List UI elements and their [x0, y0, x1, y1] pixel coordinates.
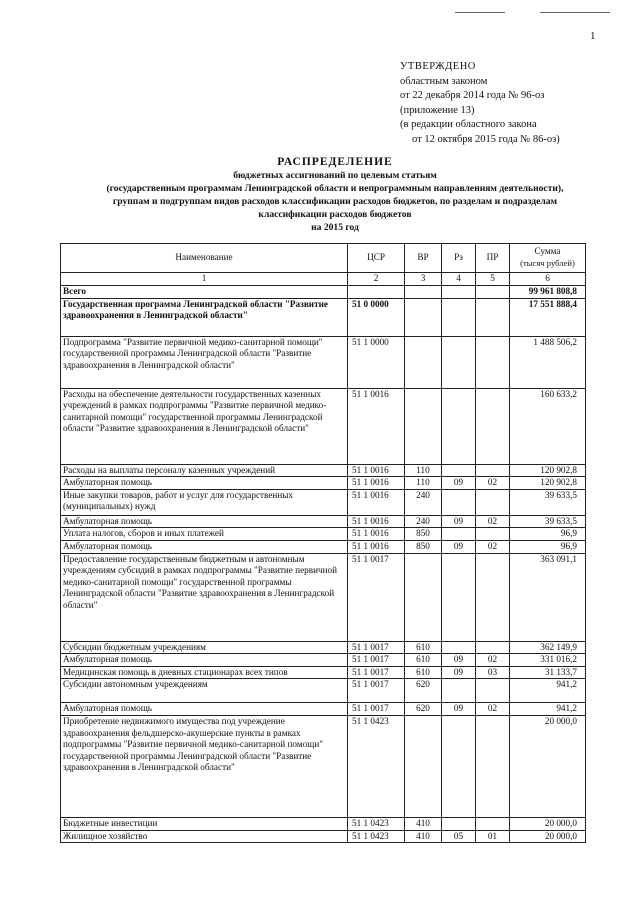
cell-rz: 09	[442, 477, 476, 490]
cell-vr: 410	[405, 817, 442, 830]
table-row	[61, 336, 586, 388]
cell-pr	[476, 298, 510, 336]
table-header-row	[61, 244, 586, 273]
cell-rz	[442, 298, 476, 336]
cell-sum: 362 149,9	[510, 641, 586, 654]
cell-pr	[476, 286, 510, 299]
cell-csr: 51 1 0017	[348, 703, 405, 716]
header-pr: ПР	[476, 244, 510, 273]
cell-csr: 51 1 0423	[348, 830, 405, 843]
header-sum	[510, 244, 586, 273]
cell-csr: 51 1 0016	[348, 464, 405, 477]
cell-vr: 610	[405, 654, 442, 667]
title-line: группам и подгруппам видов расходов классификации расходов бюджетов, по разделам и подразделам	[112, 196, 558, 207]
cell-pr	[476, 679, 510, 703]
document-title	[30, 156, 640, 234]
approval-line: областным законом	[400, 75, 488, 87]
cell-name: Амбулаторная помощь	[61, 477, 348, 490]
column-number: 1	[61, 273, 348, 286]
table-row	[61, 298, 586, 336]
cell-vr: 620	[405, 703, 442, 716]
cell-name: Расходы на выплаты персоналу казенных учреждений	[61, 464, 348, 477]
cell-pr	[476, 464, 510, 477]
cell-pr	[476, 715, 510, 817]
approval-line: (в редакции областного закона	[400, 119, 537, 130]
cell-rz: 09	[442, 654, 476, 667]
cell-pr	[476, 388, 510, 464]
cell-csr: 51 1 0423	[348, 817, 405, 830]
cell-csr: 51 1 0000	[348, 336, 405, 388]
table-row	[61, 703, 586, 716]
title-line: классификации расходов бюджетов	[258, 209, 412, 220]
cell-pr: 01	[476, 830, 510, 843]
cell-sum: 120 902,8	[510, 477, 586, 490]
cell-name: Уплата налогов, сборов и иных платежей	[61, 528, 348, 541]
cell-name: Подпрограмма "Развитие первичной медико-санитарной помощи" государственной программы Ленинградской области "Развитие здравоохранения в Ленинградской области"	[61, 336, 348, 388]
cell-sum: 1 488 506,2	[510, 336, 586, 388]
cell-rz	[442, 528, 476, 541]
column-number: 2	[348, 273, 405, 286]
table-row	[61, 540, 586, 553]
cell-vr	[405, 336, 442, 388]
cell-rz	[442, 817, 476, 830]
cell-sum: 17 551 888,4	[510, 298, 586, 336]
approval-stamp	[400, 60, 560, 147]
table-row	[61, 654, 586, 667]
cell-csr: 51 1 0016	[348, 540, 405, 553]
cell-sum: 941,2	[510, 679, 586, 703]
cell-name: Приобретение недвижимого имущества под учреждение здравоохранения фельдшерско-акушерские пункты в рамках подпрограммы "Развитие первичной медико-санитарной помощи" государственной программы Ленинградской области "Развитие здравоохранения в Ленинградской области"	[61, 715, 348, 817]
cell-csr: 51 1 0017	[348, 553, 405, 641]
table-row	[61, 489, 586, 515]
cell-sum: 160 633,2	[510, 388, 586, 464]
cell-vr: 110	[405, 477, 442, 490]
cell-pr	[476, 336, 510, 388]
approval-head: УТВЕРЖДЕНО	[400, 61, 476, 72]
cell-rz	[442, 679, 476, 703]
scan-artifact-line	[455, 12, 505, 13]
cell-rz: 09	[442, 515, 476, 528]
cell-pr	[476, 641, 510, 654]
cell-rz	[442, 464, 476, 477]
cell-name: Жилищное хозяйство	[61, 830, 348, 843]
table-row	[61, 553, 586, 641]
cell-vr: 610	[405, 641, 442, 654]
cell-csr: 51 1 0017	[348, 641, 405, 654]
cell-name: Амбулаторная помощь	[61, 703, 348, 716]
cell-sum: 99 961 808,8	[510, 286, 586, 299]
budget-table	[60, 243, 586, 843]
title-line: на 2015 год	[311, 222, 359, 233]
cell-name: Всего	[61, 286, 348, 299]
cell-pr: 02	[476, 515, 510, 528]
cell-sum: 31 133,7	[510, 666, 586, 679]
cell-vr	[405, 298, 442, 336]
cell-sum: 20 000,0	[510, 817, 586, 830]
cell-vr: 620	[405, 679, 442, 703]
cell-vr	[405, 553, 442, 641]
header-name: Наименование	[61, 244, 348, 273]
cell-name: Амбулаторная помощь	[61, 540, 348, 553]
cell-pr: 02	[476, 703, 510, 716]
cell-pr	[476, 528, 510, 541]
cell-rz	[442, 388, 476, 464]
cell-csr: 51 1 0423	[348, 715, 405, 817]
approval-line: от 12 октября 2015 года № 86-оз)	[412, 133, 560, 145]
cell-pr: 02	[476, 654, 510, 667]
title-line: (государственным программам Ленинградской области и непрограммным направлениям деятельности),	[106, 183, 564, 194]
table-row	[61, 830, 586, 843]
approval-line: от 22 декабря 2014 года № 96-оз	[400, 90, 545, 101]
cell-name: Государственная программа Ленинградской области "Развитие здравоохранения в Ленинградской области"	[61, 298, 348, 336]
cell-csr: 51 1 0016	[348, 528, 405, 541]
header-vr: ВР	[405, 244, 442, 273]
table-body	[61, 286, 586, 843]
column-number-row	[61, 273, 586, 286]
cell-vr: 410	[405, 830, 442, 843]
cell-name: Бюджетные инвестиции	[61, 817, 348, 830]
cell-rz	[442, 336, 476, 388]
cell-sum: 96,9	[510, 528, 586, 541]
cell-csr: 51 1 0017	[348, 666, 405, 679]
cell-csr: 51 1 0016	[348, 515, 405, 528]
page-number: 1	[590, 30, 596, 42]
cell-rz: 09	[442, 703, 476, 716]
cell-rz	[442, 489, 476, 515]
cell-sum: 96,9	[510, 540, 586, 553]
cell-name: Расходы на обеспечение деятельности государственных казенных учреждений в рамках подпрограммы "Развитие первичной медико-санитарной помощи" государственной программы Ленинградской области "Развитие здравоохранения в Ленинградской области"	[61, 388, 348, 464]
cell-csr	[348, 286, 405, 299]
cell-csr: 51 1 0017	[348, 679, 405, 703]
cell-name: Амбулаторная помощь	[61, 654, 348, 667]
cell-name: Предоставление государственным бюджетным и автономным учреждениям субсидий в рамках подпрограммы "Развитие первичной медико-санитарной помощи" государственной программы Ленинградской области "Развитие здравоохранения в Ленинградской области"	[61, 553, 348, 641]
cell-vr: 850	[405, 540, 442, 553]
cell-sum: 120 902,8	[510, 464, 586, 477]
header-csr: ЦСР	[348, 244, 405, 273]
header-sum-label: Сумма	[534, 246, 561, 257]
cell-sum: 331 016,2	[510, 654, 586, 667]
table-row	[61, 641, 586, 654]
cell-rz	[442, 641, 476, 654]
cell-rz	[442, 715, 476, 817]
cell-sum: 941,2	[510, 703, 586, 716]
cell-pr	[476, 489, 510, 515]
column-number: 6	[510, 273, 586, 286]
table-row	[61, 666, 586, 679]
cell-vr: 240	[405, 489, 442, 515]
table-row	[61, 715, 586, 817]
cell-csr: 51 1 0017	[348, 654, 405, 667]
cell-rz	[442, 286, 476, 299]
table-row	[61, 286, 586, 299]
cell-rz: 09	[442, 666, 476, 679]
cell-pr	[476, 817, 510, 830]
cell-name: Иные закупки товаров, работ и услуг для государственных (муниципальных) нужд	[61, 489, 348, 515]
column-number: 3	[405, 273, 442, 286]
cell-csr: 51 1 0016	[348, 388, 405, 464]
cell-vr: 110	[405, 464, 442, 477]
cell-sum: 20 000,0	[510, 830, 586, 843]
cell-name: Субсидии автономным учреждениям	[61, 679, 348, 703]
header-rz: Рз	[442, 244, 476, 273]
cell-sum: 39 633,5	[510, 489, 586, 515]
cell-name: Медицинская помощь в дневных стационарах всех типов	[61, 666, 348, 679]
cell-pr: 03	[476, 666, 510, 679]
title-main: РАСПРЕДЕЛЕНИЕ	[277, 156, 393, 168]
cell-rz	[442, 553, 476, 641]
cell-pr: 02	[476, 540, 510, 553]
cell-pr: 02	[476, 477, 510, 490]
column-number: 5	[476, 273, 510, 286]
table-row	[61, 464, 586, 477]
cell-vr: 610	[405, 666, 442, 679]
cell-pr	[476, 553, 510, 641]
approval-line: (приложение 13)	[400, 104, 475, 116]
cell-vr: 240	[405, 515, 442, 528]
table-row	[61, 477, 586, 490]
cell-csr: 51 0 0000	[348, 298, 405, 336]
table-row	[61, 388, 586, 464]
cell-csr: 51 1 0016	[348, 477, 405, 490]
cell-csr: 51 1 0016	[348, 489, 405, 515]
table-row	[61, 515, 586, 528]
table-row	[61, 679, 586, 703]
header-sum-unit: (тысяч рублей)	[520, 258, 575, 268]
cell-sum: 363 091,1	[510, 553, 586, 641]
cell-vr: 850	[405, 528, 442, 541]
table-row	[61, 817, 586, 830]
title-line: бюджетных ассигнований по целевым статьям	[233, 170, 437, 181]
cell-rz: 09	[442, 540, 476, 553]
scan-artifact-line	[540, 12, 610, 13]
cell-sum: 39 633,5	[510, 515, 586, 528]
cell-name: Амбулаторная помощь	[61, 515, 348, 528]
cell-vr	[405, 715, 442, 817]
table-row	[61, 528, 586, 541]
cell-name: Субсидии бюджетным учреждениям	[61, 641, 348, 654]
cell-rz: 05	[442, 830, 476, 843]
column-number: 4	[442, 273, 476, 286]
cell-vr	[405, 286, 442, 299]
cell-sum: 20 000,0	[510, 715, 586, 817]
cell-vr	[405, 388, 442, 464]
